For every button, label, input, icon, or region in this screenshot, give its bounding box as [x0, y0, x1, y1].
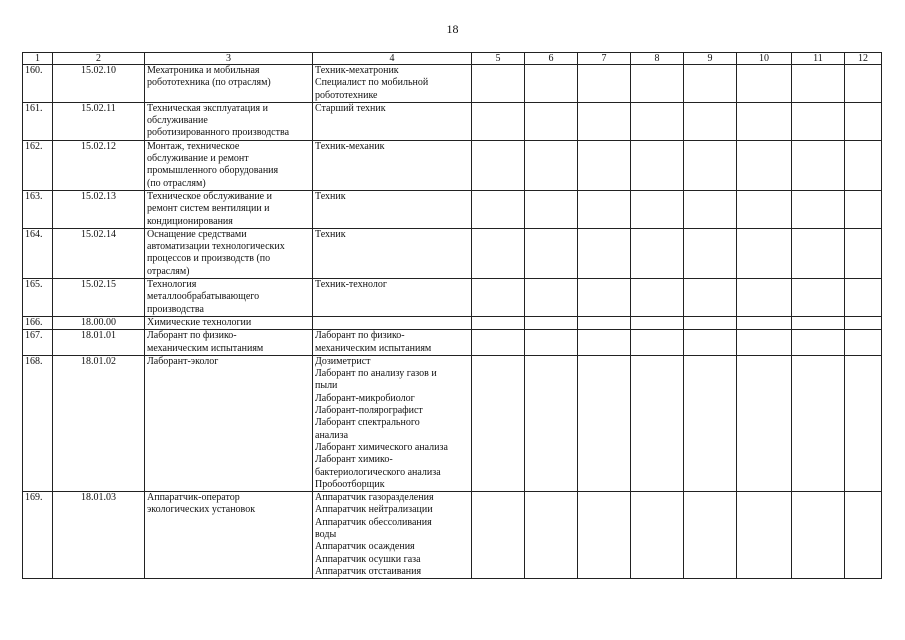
empty-data-cell: [472, 65, 525, 103]
empty-data-cell: [792, 228, 845, 278]
empty-data-cell: [737, 228, 792, 278]
table-row: [23, 316, 882, 329]
specialty-name-line: производства: [147, 303, 204, 315]
row-number-cell: 161.: [23, 102, 53, 140]
qualification-line: Техник: [315, 228, 346, 240]
specialty-name-line: Монтаж, техническое: [147, 140, 240, 152]
row-number-cell: 166.: [23, 316, 53, 329]
qualification-cell: [313, 316, 472, 329]
qualification-line: Лаборант по физико-: [315, 330, 405, 342]
specialty-name-line: механическим испытаниям: [147, 342, 264, 354]
empty-data-cell: [845, 102, 882, 140]
empty-data-cell: [845, 330, 882, 356]
empty-data-cell: [845, 65, 882, 103]
specialty-name-line: обслуживание и ремонт: [147, 153, 249, 165]
qualification-line: Аппаратчик газоразделения: [315, 492, 434, 504]
qualification-line: Старший техник: [315, 102, 386, 114]
qualification-line: Лаборант спектрального: [315, 417, 420, 429]
empty-data-cell: [631, 140, 684, 190]
empty-data-cell: [792, 355, 845, 491]
empty-data-cell: [631, 65, 684, 103]
empty-data-cell: [737, 492, 792, 579]
qualification-line: Техник: [315, 190, 346, 202]
table-row: [23, 330, 882, 356]
specialty-code-cell: 18.01.02: [53, 355, 145, 491]
empty-data-cell: [792, 102, 845, 140]
specialty-name-cell: [145, 65, 313, 103]
specialty-name-cell: [145, 279, 313, 317]
empty-data-cell: [845, 492, 882, 579]
empty-data-cell: [578, 228, 631, 278]
empty-data-cell: [737, 102, 792, 140]
specialty-code-cell: 15.02.11: [53, 102, 145, 140]
row-number-cell: 163.: [23, 190, 53, 228]
empty-data-cell: [792, 330, 845, 356]
row-number-cell: 167.: [23, 330, 53, 356]
qualification-cell: [313, 102, 472, 140]
specialty-name-cell: [145, 140, 313, 190]
table-row: [23, 140, 882, 190]
qualification-cell: [313, 330, 472, 356]
specialty-name-cell: [145, 316, 313, 329]
empty-data-cell: [472, 330, 525, 356]
empty-data-cell: [472, 190, 525, 228]
row-number-cell: 165.: [23, 279, 53, 317]
empty-data-cell: [737, 65, 792, 103]
qualification-cell: [313, 140, 472, 190]
empty-data-cell: [525, 279, 578, 317]
qualification-line: Аппаратчик осаждения: [315, 541, 415, 553]
column-header: 12: [845, 53, 882, 65]
empty-data-cell: [631, 228, 684, 278]
empty-data-cell: [684, 330, 737, 356]
qualification-line: Специалист по мобильной: [315, 77, 429, 89]
empty-data-cell: [792, 279, 845, 317]
empty-data-cell: [684, 492, 737, 579]
row-number-cell: 160.: [23, 65, 53, 103]
qualification-line: Лаборант химического анализа: [315, 441, 448, 453]
empty-data-cell: [845, 355, 882, 491]
specialty-name-line: процессов и производств (по: [147, 253, 271, 265]
specialty-name-line: промышленного оборудования: [147, 165, 279, 177]
specialty-name-cell: [145, 492, 313, 579]
qualification-line: Техник-мехатроник: [315, 65, 399, 76]
qualification-line: робототехнике: [315, 89, 378, 101]
empty-data-cell: [525, 492, 578, 579]
specialty-name-line: ремонт систем вентиляции и: [147, 203, 270, 215]
specialty-name-line: металлообрабатывающего: [147, 291, 260, 303]
table-row: [23, 190, 882, 228]
specialty-name-cell: [145, 190, 313, 228]
qualification-line: Аппаратчик осушки газа: [315, 553, 421, 565]
empty-data-cell: [578, 355, 631, 491]
specialty-name-line: автоматизации технологических: [147, 241, 285, 253]
empty-data-cell: [845, 140, 882, 190]
empty-data-cell: [737, 316, 792, 329]
empty-data-cell: [472, 140, 525, 190]
empty-data-cell: [845, 228, 882, 278]
qualification-line: механическим испытаниям: [315, 342, 432, 354]
empty-data-cell: [631, 355, 684, 491]
qualification-line: Аппаратчик отстаивания: [315, 565, 422, 577]
empty-data-cell: [525, 140, 578, 190]
specialty-name-cell: [145, 330, 313, 356]
empty-data-cell: [684, 102, 737, 140]
empty-data-cell: [578, 190, 631, 228]
empty-data-cell: [737, 140, 792, 190]
empty-data-cell: [737, 355, 792, 491]
empty-data-cell: [472, 228, 525, 278]
qualification-line: Аппаратчик нейтрализации: [315, 504, 433, 516]
table-row: [23, 228, 882, 278]
empty-data-cell: [472, 102, 525, 140]
empty-data-cell: [792, 316, 845, 329]
specialty-name-line: Аппаратчик-оператор: [147, 492, 240, 504]
qualification-line: Дозиметрист: [315, 355, 371, 367]
column-header: 10: [737, 53, 792, 65]
empty-data-cell: [792, 492, 845, 579]
column-header: 4: [313, 53, 472, 65]
column-header: 2: [53, 53, 145, 65]
empty-data-cell: [578, 65, 631, 103]
empty-data-cell: [472, 279, 525, 317]
qualification-line: Лаборант химико-: [315, 454, 393, 466]
empty-data-cell: [737, 190, 792, 228]
row-number-cell: 169.: [23, 492, 53, 579]
row-number-cell: 162.: [23, 140, 53, 190]
empty-data-cell: [472, 316, 525, 329]
row-number-cell: 168.: [23, 355, 53, 491]
specialty-code-cell: 18.00.00: [53, 316, 145, 329]
empty-data-cell: [631, 190, 684, 228]
column-header: 8: [631, 53, 684, 65]
table-row: [23, 355, 882, 491]
empty-data-cell: [472, 355, 525, 491]
table-row: [23, 65, 882, 103]
empty-data-cell: [631, 492, 684, 579]
specialty-name-line: Лаборант по физико-: [147, 330, 237, 342]
qualification-line: Пробоотборщик: [315, 478, 385, 490]
specialty-name-line: Техническая эксплуатация и: [147, 102, 268, 114]
empty-data-cell: [525, 330, 578, 356]
empty-data-cell: [684, 65, 737, 103]
empty-data-cell: [737, 330, 792, 356]
empty-data-cell: [578, 330, 631, 356]
specialty-code-cell: 15.02.15: [53, 279, 145, 317]
qualification-line: пыли: [315, 380, 338, 392]
empty-data-cell: [792, 140, 845, 190]
empty-data-cell: [684, 140, 737, 190]
specialty-name-line: обслуживание: [147, 115, 208, 127]
empty-data-cell: [578, 316, 631, 329]
specialties-table: [22, 52, 882, 579]
empty-data-cell: [525, 228, 578, 278]
column-header: 1: [23, 53, 53, 65]
specialty-name-cell: [145, 102, 313, 140]
specialty-name-line: (по отраслям): [147, 177, 206, 189]
qualification-line: бактериологического анализа: [315, 466, 441, 478]
qualification-cell: [313, 492, 472, 579]
table-row: [23, 492, 882, 579]
empty-data-cell: [525, 190, 578, 228]
specialty-code-cell: 15.02.10: [53, 65, 145, 103]
column-header: 7: [578, 53, 631, 65]
qualification-line: Аппаратчик обессоливания: [315, 516, 432, 528]
specialty-name-line: Оснащение средствами: [147, 228, 247, 240]
empty-data-cell: [578, 140, 631, 190]
qualification-line: анализа: [315, 429, 349, 441]
row-number-cell: 164.: [23, 228, 53, 278]
empty-data-cell: [845, 316, 882, 329]
empty-data-cell: [684, 355, 737, 491]
specialty-name-line: кондиционирования: [147, 215, 233, 227]
empty-data-cell: [631, 330, 684, 356]
column-header: 5: [472, 53, 525, 65]
empty-data-cell: [845, 279, 882, 317]
qualification-line: воды: [315, 528, 337, 540]
qualification-line: Техник-технолог: [315, 279, 387, 291]
table-row: [23, 279, 882, 317]
empty-data-cell: [684, 316, 737, 329]
empty-data-cell: [472, 492, 525, 579]
empty-data-cell: [525, 355, 578, 491]
qualification-line: Лаборант по анализу газов и: [315, 368, 437, 380]
specialty-name-line: роботизированного производства: [147, 127, 290, 139]
specialty-name-line: Техническое обслуживание и: [147, 190, 272, 202]
empty-data-cell: [525, 316, 578, 329]
qualification-cell: [313, 65, 472, 103]
empty-data-cell: [684, 190, 737, 228]
empty-data-cell: [792, 65, 845, 103]
column-header: 9: [684, 53, 737, 65]
empty-data-cell: [684, 279, 737, 317]
column-number-header-row: [23, 53, 882, 65]
qualification-cell: [313, 279, 472, 317]
empty-data-cell: [578, 279, 631, 317]
specialty-name-line: Химические технологии: [147, 316, 252, 328]
empty-data-cell: [631, 102, 684, 140]
specialty-name-cell: [145, 228, 313, 278]
specialty-name-line: Мехатроника и мобильная: [147, 65, 260, 76]
empty-data-cell: [684, 228, 737, 278]
qualification-line: Техник-механик: [315, 140, 385, 152]
specialty-name-line: отраслям): [147, 265, 190, 277]
specialty-code-cell: 15.02.12: [53, 140, 145, 190]
qualification-cell: [313, 228, 472, 278]
qualification-line: Лаборант-микробиолог: [315, 392, 415, 404]
specialty-name-line: робототехника (по отраслям): [147, 77, 271, 89]
qualification-cell: [313, 190, 472, 228]
column-header: 3: [145, 53, 313, 65]
empty-data-cell: [737, 279, 792, 317]
empty-data-cell: [792, 190, 845, 228]
empty-data-cell: [578, 492, 631, 579]
empty-data-cell: [631, 279, 684, 317]
column-header: 11: [792, 53, 845, 65]
specialty-code-cell: 18.01.01: [53, 330, 145, 356]
empty-data-cell: [525, 102, 578, 140]
specialty-name-line: Технология: [147, 279, 197, 291]
specialty-name-cell: [145, 355, 313, 491]
specialty-name-line: экологических установок: [147, 504, 256, 516]
empty-data-cell: [525, 65, 578, 103]
specialty-name-line: Лаборант-эколог: [147, 355, 219, 367]
page-number: 18: [446, 22, 459, 36]
specialty-code-cell: 18.01.03: [53, 492, 145, 579]
table-row: [23, 102, 882, 140]
empty-data-cell: [578, 102, 631, 140]
column-header: 6: [525, 53, 578, 65]
empty-data-cell: [845, 190, 882, 228]
empty-data-cell: [631, 316, 684, 329]
qualification-cell: [313, 355, 472, 491]
specialty-code-cell: 15.02.14: [53, 228, 145, 278]
specialty-code-cell: 15.02.13: [53, 190, 145, 228]
qualification-line: Лаборант-полярографист: [315, 405, 423, 417]
